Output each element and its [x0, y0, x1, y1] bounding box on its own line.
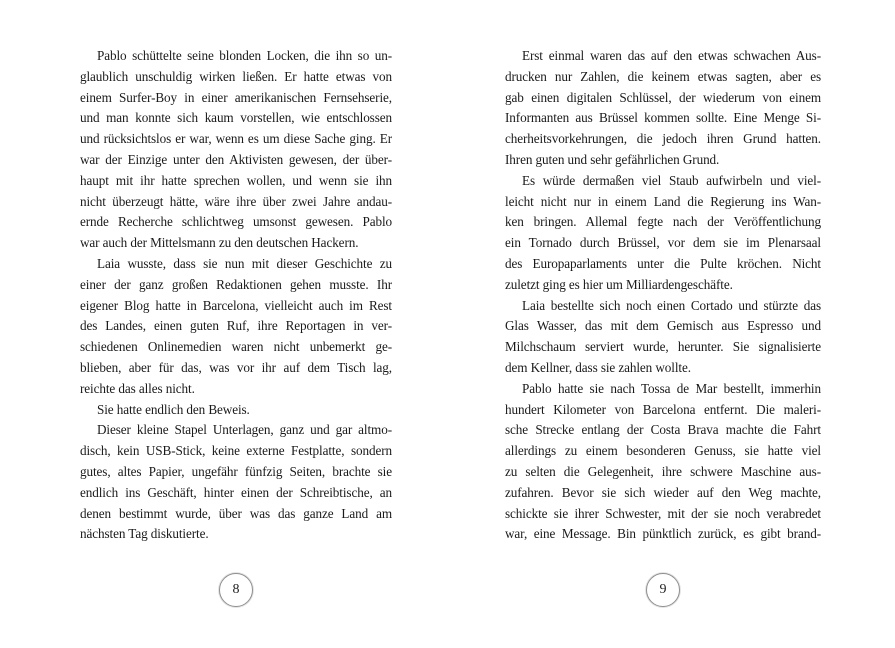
- paragraph: [80, 46, 392, 254]
- text-line: zufahren. Bevor sie sich wieder auf den Weg machte,: [505, 484, 821, 500]
- page-left-text: [80, 46, 392, 545]
- text-line: Ihren guten und sehr gefährlichen Grund.: [505, 151, 720, 167]
- text-line: Milchschaum serviert wurde, herunter. Sie signalisierte: [505, 339, 821, 355]
- text-line: Glas Wasser, das mit dem Gemisch aus Espresso und: [505, 318, 821, 334]
- text-line: Laia bestellte sich noch einen Cortado und stürzte das: [522, 297, 821, 313]
- text-line: einer der ganz großen Redaktionen gehen musste. Ihr: [80, 276, 392, 292]
- text-line: haupt mit ihr hatte sprechen wollen, und wenn sie ihn: [80, 172, 392, 188]
- text-line: schiedenen Onlinemedien waren nicht unbemerkt ge-: [80, 339, 392, 355]
- text-line: denen bestimmt wurde, über was das ganze Land am: [80, 505, 392, 521]
- text-line: des Landes, einen guten Ruf, ihre Reportagen in ver-: [80, 318, 392, 334]
- text-line: leicht nicht nur in einem Land die Regierung ins Wan-: [505, 193, 821, 209]
- text-line: Es würde dermaßen viel Staub aufwirbeln und viel-: [522, 172, 821, 188]
- text-line: zuletzt ging es hier um Milliardengeschäfte.: [505, 276, 733, 292]
- text-line: Pablo schüttelte seine blonden Locken, die ihn so un-: [97, 48, 392, 63]
- text-line: endlich ins Geschäft, hinter einen der Schreibtische, an: [80, 484, 392, 500]
- text-line: des Europaparlaments unter die Pulte kröchen. Nicht: [505, 255, 821, 271]
- text-line: zu selten die Gelegenheit, ihre schwere Maschine aus-: [505, 463, 821, 479]
- page-number-badge: [646, 573, 680, 607]
- text-line: gab einen digitalen Schlüssel, der wiederum von einem: [505, 89, 821, 105]
- text-line: hundert Kilometer von Barcelona entfernt. Die maleri-: [505, 401, 821, 417]
- text-line: ein Tornado durch Brüssel, vor dem sie im Plenarsaal: [505, 235, 821, 251]
- text-line: einem Surfer-Boy in einer amerikanischen Fernsehserie,: [80, 89, 392, 105]
- text-line: drucken nur Zahlen, die keinem etwas sagten, aber es: [505, 68, 821, 84]
- text-line: Sie hatte endlich den Beweis.: [97, 401, 250, 417]
- text-line: war auch der Mittelsmann zu den deutschen Hackern.: [80, 235, 359, 251]
- paragraph: [80, 254, 392, 400]
- text-line: Pablo hatte sie nach Tossa de Mar bestellt, immerhin: [522, 380, 821, 396]
- paragraph: [505, 171, 821, 296]
- paragraph: [505, 46, 821, 171]
- paragraph: [80, 400, 392, 421]
- page-left: [80, 0, 392, 648]
- paragraph: [505, 379, 821, 545]
- text-line: reichte das alles nicht.: [80, 380, 195, 396]
- text-line: war der Einzige unter den Aktivisten gewesen, der über-: [80, 151, 392, 167]
- page-right-text: [505, 46, 821, 545]
- page-number-badge: [219, 573, 253, 607]
- text-line: Laia wusste, dass sie nun mit dieser Geschichte zu: [97, 255, 392, 271]
- page-number: 8: [232, 582, 240, 597]
- page-number: 9: [659, 582, 667, 597]
- text-line: schickte sie ihrer Schwester, mit der sie noch verabredet: [505, 505, 821, 521]
- text-line: Dieser kleine Stapel Unterlagen, ganz und gar altmo-: [97, 422, 392, 438]
- text-line: gutes, altes Papier, ungefähr fünfzig Seiten, brachte sie: [80, 463, 392, 479]
- text-line: und man konnte sich kaum vorstellen, wie entschlossen: [80, 110, 392, 126]
- text-line: Informanten aus Brüssel kommen sollte. Eine Menge Si-: [505, 110, 821, 126]
- text-line: nächsten Tag diskutierte.: [80, 526, 209, 542]
- text-line: cherheitsvorkehrungen, die jedoch ihren Grund hatten.: [505, 131, 821, 147]
- text-line: ken bringen. Allemal fegte nach der Veröffentlichung: [505, 214, 821, 230]
- text-line: sche Strecke entlang der Costa Brava machte die Fahrt: [505, 422, 821, 438]
- paragraph: [80, 420, 392, 545]
- text-line: und rücksichtslos er war, wenn es um diese Sache ging. Er: [80, 131, 392, 147]
- text-line: dem Kellner, dass sie zahlen wollte.: [505, 359, 691, 375]
- text-line: war, eine Message. Bin pünktlich zurück, es gibt brand-: [505, 526, 821, 542]
- text-line: allerdings zu einem besonderen Genuss, sie hatte viel: [505, 443, 821, 459]
- text-line: nicht überzeugt hätte, wäre ihre über zwei Jahre andau-: [80, 193, 392, 209]
- paragraph: [505, 296, 821, 379]
- text-line: glaublich unschuldig wirken ließen. Er hatte etwas von: [80, 68, 392, 84]
- text-line: ernde Recherche schlichtweg umsonst gewesen. Pablo: [80, 214, 392, 230]
- text-line: eigener Blog hatte in Barcelona, vielleicht auch im Rest: [80, 297, 392, 313]
- text-line: blieben, aber für das, was vor ihr auf dem Tisch lag,: [80, 359, 392, 375]
- text-line: Erst einmal waren das auf den etwas schwachen Aus-: [522, 48, 821, 63]
- text-line: disch, kein USB-Stick, keine externe Festplatte, sondern: [80, 443, 392, 459]
- page-right: [505, 0, 821, 648]
